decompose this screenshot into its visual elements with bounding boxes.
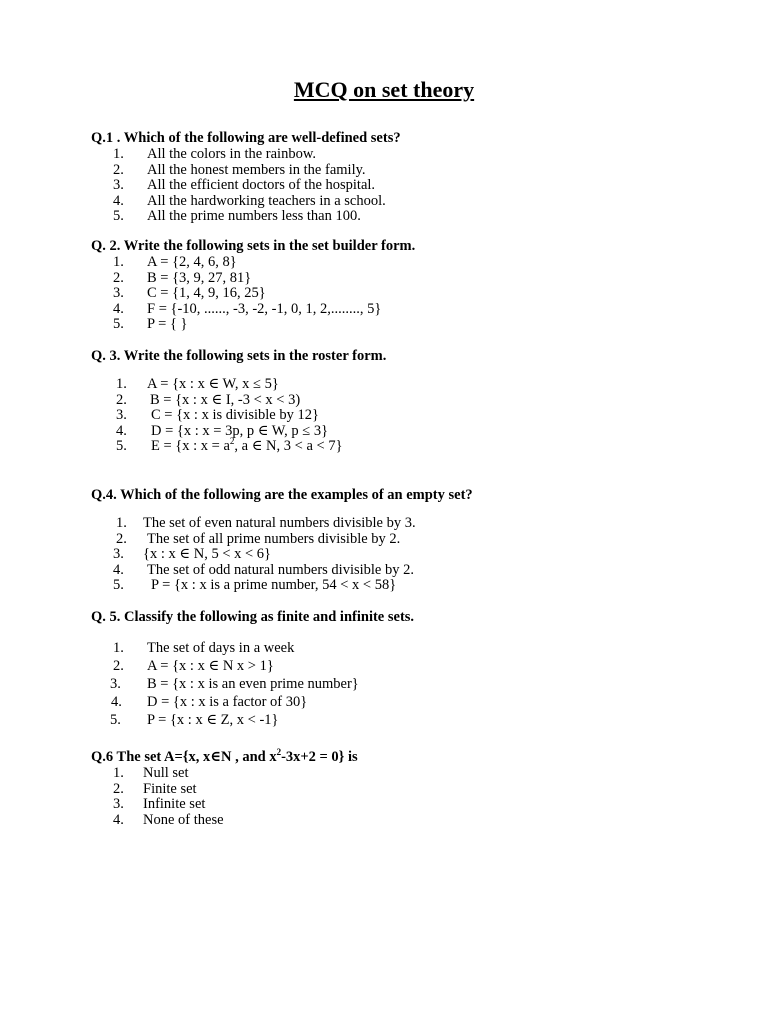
question-5	[91, 608, 731, 731]
list-item	[91, 659, 731, 677]
superscript: 2	[276, 747, 282, 758]
option-number: 3.	[113, 796, 124, 813]
option-text: None of these	[143, 811, 224, 828]
option-number: 4.	[113, 561, 124, 578]
question-text: Q. 2. Write the following sets in the set builder form.	[91, 238, 416, 254]
list-item	[91, 782, 731, 798]
option-text	[151, 436, 343, 455]
list-item	[91, 516, 731, 532]
list-item	[91, 408, 731, 424]
option-text: {x : x ∈ N, 5 < x < 6}	[143, 546, 272, 563]
option-number: 2.	[113, 780, 124, 797]
option-text: B = {x : x is an even prime number}	[147, 676, 359, 692]
option-text: All the honest members in the family.	[147, 161, 366, 178]
option-number: 2.	[116, 530, 127, 547]
option-number: 2.	[113, 658, 124, 674]
list-item	[91, 547, 731, 563]
option-number: 4.	[111, 694, 122, 710]
option-text: The set of days in a week	[147, 640, 295, 656]
question-text-part: -3x+2 = 0} is	[281, 749, 358, 765]
list-item	[91, 147, 731, 163]
option-text-part: E = {x : x = a	[151, 438, 230, 455]
option-number: 5.	[113, 577, 124, 594]
list-item	[91, 641, 731, 659]
option-list	[91, 516, 731, 594]
list-item	[91, 209, 731, 225]
option-number: 5.	[116, 438, 127, 455]
question-text	[91, 748, 731, 766]
option-number: 1.	[113, 640, 124, 656]
option-text: All the prime numbers less than 100.	[147, 208, 361, 225]
option-text: P = {x : x is a prime number, 54 < x < 58}	[151, 577, 397, 594]
list-item	[91, 532, 731, 548]
list-item	[91, 255, 731, 271]
question-1	[91, 129, 731, 225]
option-number: 4.	[113, 811, 124, 828]
option-text-part: , a ∈ N, 3 < a < 7}	[234, 438, 343, 455]
option-text: The set of even natural numbers divisible by 3.	[143, 515, 416, 531]
list-item	[91, 677, 731, 695]
option-text: B = {x : x ∈ I, -3 < x < 3)	[150, 391, 301, 408]
option-text: P = {x : x ∈ Z, x < -1}	[147, 712, 279, 728]
list-item	[91, 194, 731, 210]
list-item	[91, 393, 731, 409]
option-number: 1.	[116, 376, 127, 392]
question-4	[91, 486, 731, 594]
option-text: F = {-10, ......, -3, -2, -1, 0, 1, 2,........, 5}	[147, 300, 382, 317]
option-list	[91, 255, 731, 333]
page-title: MCQ on set theory	[293, 77, 475, 102]
option-text: D = {x : x = 3p, p ∈ W, p ≤ 3}	[151, 422, 329, 439]
option-number: 5.	[113, 208, 124, 225]
option-number: 3.	[116, 407, 127, 424]
option-text: The set of all prime numbers divisible by 2.	[147, 530, 401, 547]
option-number: 5.	[113, 316, 124, 333]
option-number: 1.	[113, 254, 124, 270]
option-text: C = {x : x is divisible by 12}	[151, 407, 319, 424]
question-3	[91, 347, 731, 455]
list-item	[91, 178, 731, 194]
list-item	[91, 377, 731, 393]
option-number: 2.	[116, 391, 127, 408]
list-item	[91, 813, 731, 829]
list-item	[91, 436, 731, 455]
option-number: 4.	[113, 300, 124, 317]
list-item	[91, 578, 731, 594]
option-number: 3.	[110, 676, 121, 692]
option-text: C = {1, 4, 9, 16, 25}	[147, 285, 266, 302]
option-list	[91, 641, 731, 731]
option-text: B = {3, 9, 27, 81}	[147, 269, 252, 286]
option-number: 1.	[116, 515, 127, 531]
option-text: Infinite set	[143, 796, 206, 813]
option-number: 3.	[113, 285, 124, 302]
list-item	[91, 695, 731, 713]
list-item	[91, 317, 731, 333]
question-text: Q. 3. Write the following sets in the roster form.	[91, 348, 387, 364]
option-number: 3.	[113, 546, 124, 563]
option-text: Finite set	[143, 780, 197, 797]
option-text: The set of odd natural numbers divisible by 2.	[147, 561, 414, 578]
option-text: All the colors in the rainbow.	[147, 146, 316, 162]
option-number: 4.	[116, 422, 127, 439]
superscript: 2	[229, 436, 235, 447]
option-text: A = {x : x ∈ N x > 1}	[147, 658, 274, 674]
option-number: 1.	[113, 765, 124, 781]
option-number: 2.	[113, 269, 124, 286]
list-item	[91, 797, 731, 813]
option-number: 1.	[113, 146, 124, 162]
list-item	[91, 713, 731, 731]
question-text: Q.1 . Which of the following are well-defined sets?	[91, 130, 401, 146]
question-6	[91, 748, 731, 828]
option-list	[91, 377, 731, 455]
option-number: 4.	[113, 192, 124, 209]
option-text: Null set	[143, 765, 189, 781]
list-item	[91, 286, 731, 302]
option-text: All the hardworking teachers in a school.	[147, 192, 386, 209]
list-item	[91, 302, 731, 318]
option-text: P = { }	[147, 316, 188, 333]
option-list	[91, 766, 731, 828]
list-item	[91, 563, 731, 579]
list-item	[91, 766, 731, 782]
question-text: Q.4. Which of the following are the examples of an empty set?	[91, 487, 473, 503]
option-text: A = {2, 4, 6, 8}	[147, 254, 237, 270]
option-number: 2.	[113, 161, 124, 178]
option-number: 3.	[113, 177, 124, 194]
option-number: 5.	[110, 712, 121, 728]
option-text: A = {x : x ∈ W, x ≤ 5}	[147, 376, 279, 392]
option-list	[91, 147, 731, 225]
question-text-part: Q.6 The set A={x, x∈N , and x	[91, 749, 277, 765]
list-item	[91, 271, 731, 287]
option-text: All the efficient doctors of the hospital.	[147, 177, 376, 194]
question-2	[91, 237, 731, 333]
option-text: D = {x : x is a factor of 30}	[147, 694, 308, 710]
question-text: Q. 5. Classify the following as finite and infinite sets.	[91, 609, 415, 625]
list-item	[91, 163, 731, 179]
